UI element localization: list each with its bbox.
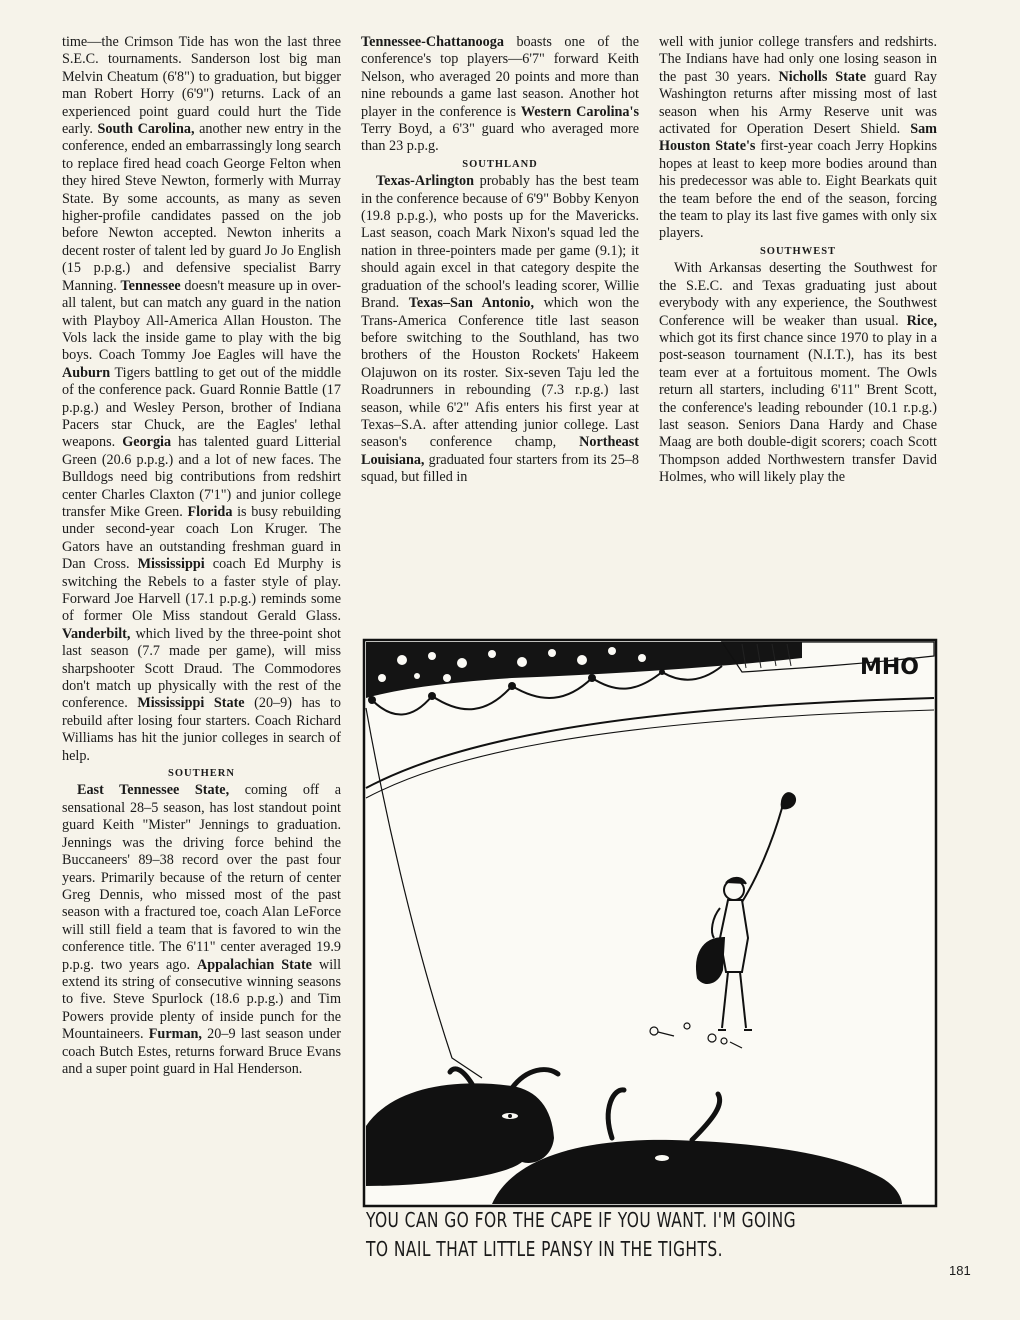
column-3 xyxy=(659,34,937,487)
paragraph-sec: time—the Crimson Tide has won the last three S.E.C. tournaments. Sanderson lost big man Melvin Cheatum (6'8") to graduation, but bigger man Robert Horry (6'9") returns. Lack of an experienced point guard could hurt the Tide early. South Carolina, another new entry in the conference, ended an embarrassingly long search to replace fired head coach George Felton when they hired Steve Newton, formerly with Murray State. By some accounts, as many as seven higher-profile candidates passed on the job before Newton accepted. Newton inherits a decent roster of talent led by guard Jo Jo English (15 p.p.g.) and defensive specialist Barry Manning. Tennessee doesn't measure up in over-all talent, but can match any guard in the nation with Playboy All-America Allan Houston. The Vols lack the inside game to play with the big boys. Coach Tommy Joe Eagles will have the Auburn Tigers battling to get out of the middle of the conference pack. Guard Ronnie Battle (17 p.p.g.) and Wesley Person, brother of Indiana Pacers star Chuck, are the Eagles' lethal weapons. Georgia has talented guard Litterial Green (20.6 p.p.g.) and a lot of new faces. The Bulldogs need big contributions from redshirt center Charles Claxton (7'1") and junior college transfer Mike Green. Florida is busy rebuilding under second-year coach Lon Kruger. The Gators have an outstanding freshman guard in Dan Cross. Mississippi coach Ed Murphy is switching the Rebels to a faster style of play. Forward Joe Harvell (17.1 p.p.g.) reminds some of former Ole Miss standout Gerald Glass. Vanderbilt, which lived by the three-point shot last season (7.7 made per game), will miss sharpshooter Scott Draud. The Commodores don't match up physically with the rest of the conference. Mississippi State (20–9) has to rebuild after losing four starters. Coach Richard Williams has hit the junior colleges in search of help. xyxy=(62,34,342,764)
team-nicholls-state: Nicholls State xyxy=(778,68,867,85)
caption-line-1: YOU CAN GO FOR THE CAPE IF YOU WANT. I'M GOING xyxy=(366,1208,797,1232)
team-furman: Furman, xyxy=(148,1026,202,1043)
page-number: 181 xyxy=(949,1263,971,1278)
team-mississippi-state: Mississippi State xyxy=(137,695,245,712)
team-texas-san-antonio: Texas–San Antonio, xyxy=(408,295,535,312)
paragraph-southern: East Tennessee State, coming off a sensational 28–5 season, has lost standout point guard Keith "Mister" Jennings to graduation. Jennings was the driving force behind the Buccaneers' 89–38 record over the past four years. Primarily because of the return of center Greg Dennis, who missed most of the past season with a fractured toe, coach Alan LeForce will still field a team that is favored to win the conference title. The 6'11" center averaged 19.9 p.p.g. two years ago. Appalachian State will extend its string of consecutive winning seasons to five. Steve Spurlock (18.6 p.p.g.) and Tim Powers provide plenty of inside punch for the Mountaineers. Furman, 20–9 last season under coach Butch Estes, returns forward Bruce Evans and a super point guard in Hal Henderson. xyxy=(62,782,342,1077)
team-south-carolina: South Carolina, xyxy=(97,121,195,138)
team-mississippi: Mississippi xyxy=(137,556,205,573)
cartoon-caption xyxy=(366,1206,873,1264)
paragraph-southwest: With Arkansas deserting the Southwest for the S.E.C. and Texas graduating just about everybody with any experience, the Southwest Conference will be weaker than usual. Rice, which got its first chance since 1970 to play in a post-season tournament (N.I.T.), has its best team ever at a fortuitous moment. The Owls return all starters, including 6'11" Brent Scott, the conference's leading rebounder (10.1 r.p.g.) last season. Seniors Dana Hardy and Chase Maag are both double-digit scorers; coach Scott Thompson added Northwestern transfer David Holmes, who will likely play the xyxy=(659,260,937,486)
team-western-carolina: Western Carolina's xyxy=(520,103,639,120)
paragraph-southern-cont: Tennessee-Chattanooga boasts one of the conference's top players—6'7" forward Keith Nelson, who averaged 20 points and more than nine rebounds a game last season. Another hot player in the conference is Western Carolina's Terry Boyd, a 6'3" guard who averaged more than 23 p.p.g. xyxy=(361,34,640,155)
team-east-tennessee-state: East Tennessee State, xyxy=(77,782,230,799)
section-head-southland: SOUTHLAND xyxy=(462,158,538,170)
column-2 xyxy=(361,34,639,487)
caption-line-2: TO NAIL THAT LITTLE PANSY IN THE TIGHTS. xyxy=(366,1237,723,1261)
bullfight-cartoon xyxy=(362,638,938,1208)
section-head-southwest: SOUTHWEST xyxy=(759,245,837,257)
team-tennessee-chattanooga: Tennessee-Chattanooga xyxy=(361,34,504,50)
team-florida: Florida xyxy=(187,503,233,520)
team-northeast-louisiana: Northeast Louisiana, xyxy=(361,434,639,468)
team-sam-houston-state: Sam Houston State's xyxy=(659,121,938,155)
team-georgia: Georgia xyxy=(122,434,172,451)
team-tennessee: Tennessee xyxy=(120,277,181,294)
team-rice: Rice, xyxy=(906,312,937,329)
team-vanderbilt: Vanderbilt, xyxy=(62,625,131,642)
paragraph-southland: Texas-Arlington probably has the best team in the conference because of 6'9" Bobby Kenyon (19.8 p.p.g.), who posts up for the Mavericks. Last season, coach Mark Nixon's squad led the nation in three-pointers made per game (9.1); it should again excel in that category despite the graduation of the school's leading scorer, Willie Brand. Texas–San Antonio, which won the Trans-America Conference title last season before switching to the Southland, has two brothers of the Houston Rockets' Hakeem Olajuwon on its roster. Six-seven Taju led the Roadrunners in rebounding (7.3 r.p.g.) last season, while 6'2" Afis enters his first year at Texas–S.A. after attending junior college. Last season's conference champ, Northeast Louisiana, graduated four starters from its 25–8 squad, but filled in xyxy=(361,173,640,486)
paragraph-southland-cont: well with junior college transfers and redshirts. The Indians have had only one losing season in the past 30 years. Nicholls State guard Ray Washington returns after missing most of last season when his Army Reserve unit was activated for Operation Desert Shield. Sam Houston State's first-year coach Jerry Hopkins hopes at least to keep more bodies around than his predecessor was able to. Eight Bearkats quit the team before the end of the season, forcing the team to play its last five games with only six players. xyxy=(659,34,938,242)
team-texas-arlington: Texas-Arlington xyxy=(376,173,475,190)
team-auburn: Auburn xyxy=(62,364,111,381)
artist-signature: MHO xyxy=(860,655,920,680)
team-appalachian-state: Appalachian State xyxy=(197,956,312,973)
section-head-southern: SOUTHERN xyxy=(168,768,235,780)
column-1 xyxy=(62,34,341,1078)
